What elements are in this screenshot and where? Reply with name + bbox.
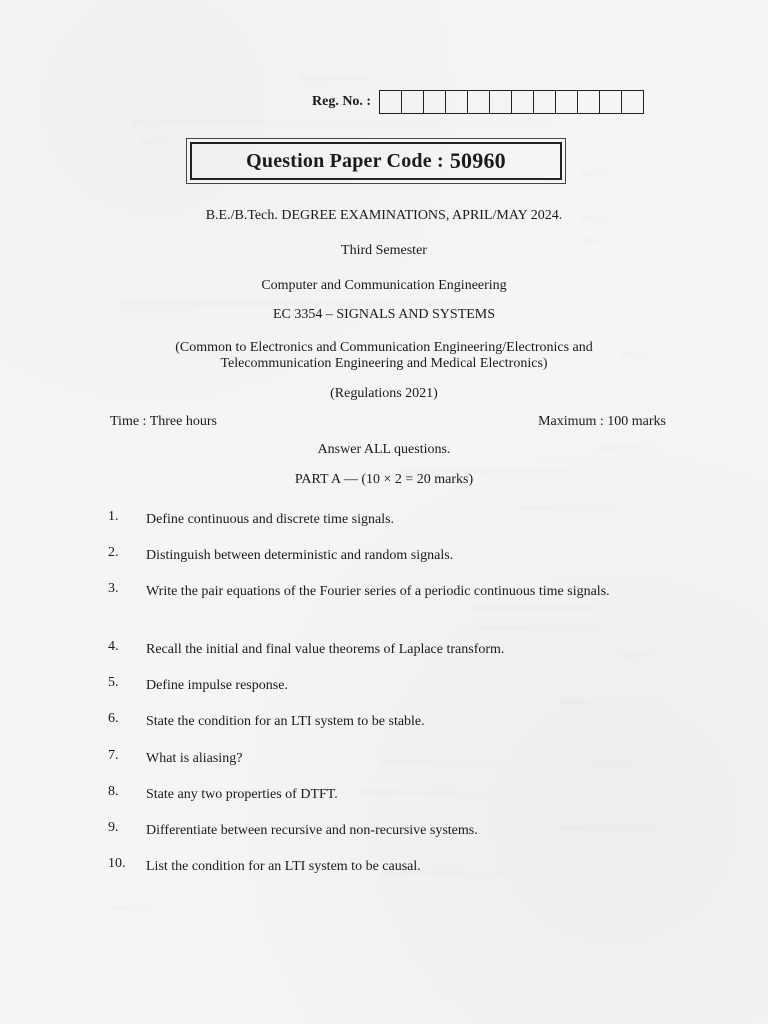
reg-no-box xyxy=(556,91,578,113)
question-number: 3. xyxy=(108,581,119,596)
part-a-heading: PART A — (10 × 2 = 20 marks) xyxy=(294,472,474,487)
reg-no-box xyxy=(402,91,424,113)
reg-no-box xyxy=(490,91,512,113)
reg-no-box xyxy=(622,91,644,113)
question-text: Recall the initial and final value theorems of Laplace transform. xyxy=(146,642,505,657)
question-number: 8. xyxy=(108,784,119,799)
question-number: 4. xyxy=(108,639,119,654)
question-text: Differentiate between recursive and non-recursive systems. xyxy=(146,823,478,838)
question-item xyxy=(108,748,668,769)
reg-no-box xyxy=(600,91,622,113)
reg-no-box xyxy=(578,91,600,113)
exam-title: B.E./B.Tech. DEGREE EXAMINATIONS, APRIL/MAY 2024. xyxy=(205,208,563,223)
question-number: 1. xyxy=(108,509,119,524)
question-item xyxy=(108,820,668,841)
common-to-line-2: Telecommunication Engineering and Medical Electronics) xyxy=(220,356,548,371)
answer-instruction: Answer ALL questions. xyxy=(317,442,451,457)
question-text: Define continuous and discrete time signals. xyxy=(146,512,395,527)
question-number: 7. xyxy=(108,748,119,763)
question-paper-code-box xyxy=(190,142,562,180)
question-item xyxy=(108,711,668,732)
question-item xyxy=(108,856,668,877)
question-item xyxy=(108,639,668,660)
maximum-marks: Maximum : 100 marks xyxy=(538,414,666,429)
paper-code-label: Question Paper Code : xyxy=(246,149,444,172)
question-item xyxy=(108,675,668,696)
branch: Computer and Communication Engineering xyxy=(261,278,507,293)
exam-duration: Time : Three hours xyxy=(110,414,217,429)
question-number: 9. xyxy=(108,820,119,835)
reg-no-box xyxy=(468,91,490,113)
subject-title: EC 3354 – SIGNALS AND SYSTEMS xyxy=(272,307,496,322)
semester: Third Semester xyxy=(341,243,427,258)
question-text: Write the pair equations of the Fourier series of a periodic continuous time signals. xyxy=(146,584,610,599)
question-item xyxy=(108,581,668,602)
reg-no-label: Reg. No. : xyxy=(312,94,372,109)
common-to-line-1: (Common to Electronics and Communication Engineering/Electronics and xyxy=(175,340,593,355)
question-item xyxy=(108,545,668,566)
question-number: 2. xyxy=(108,545,119,560)
registration-number-row xyxy=(312,90,644,114)
reg-no-box xyxy=(534,91,556,113)
question-text: List the condition for an LTI system to be causal. xyxy=(146,859,421,874)
question-number: 10. xyxy=(108,856,126,871)
paper-code-number: 50960 xyxy=(449,148,506,173)
question-number: 5. xyxy=(108,675,119,690)
question-item xyxy=(108,509,668,530)
question-number: 6. xyxy=(108,711,119,726)
reg-no-box xyxy=(512,91,534,113)
question-text: State the condition for an LTI system to be stable. xyxy=(146,714,425,729)
question-text: What is aliasing? xyxy=(146,751,243,766)
question-text: State any two properties of DTFT. xyxy=(146,787,338,802)
question-text: Distinguish between deterministic and random signals. xyxy=(146,548,454,563)
reg-no-box xyxy=(446,91,468,113)
reg-no-boxes xyxy=(379,90,644,114)
question-text: Define impulse response. xyxy=(146,678,288,693)
reg-no-box xyxy=(380,91,402,113)
time-marks-row xyxy=(110,414,666,430)
question-item xyxy=(108,784,668,805)
reg-no-box xyxy=(424,91,446,113)
regulations: (Regulations 2021) xyxy=(330,386,438,401)
